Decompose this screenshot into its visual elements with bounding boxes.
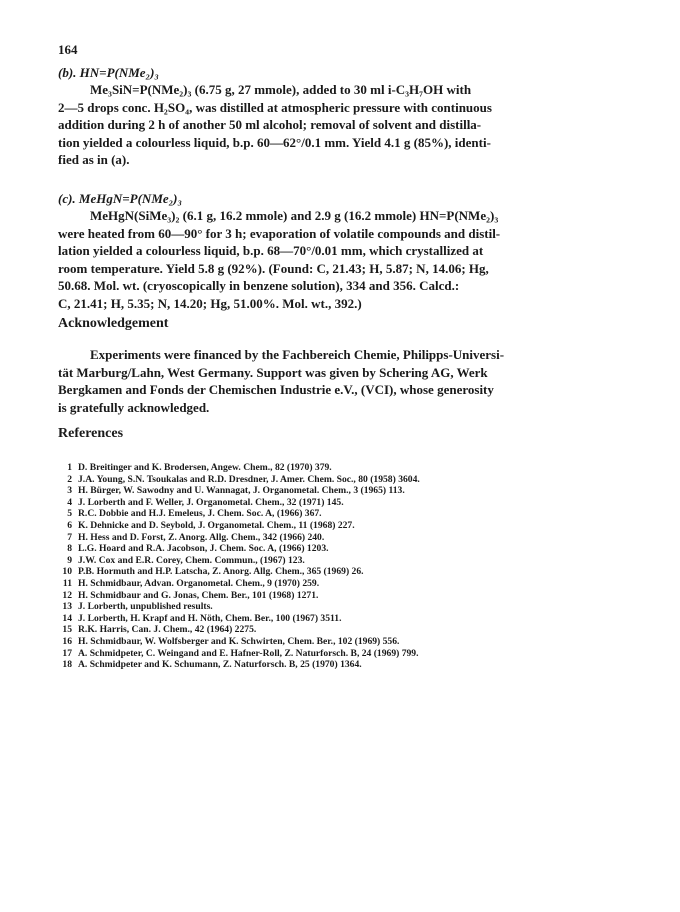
reference-item xyxy=(58,474,420,486)
reference-item xyxy=(58,508,420,520)
reference-text: J. Lorberth, H. Krapf and H. Nöth, Chem. Ber., 100 (1967) 3511. xyxy=(78,612,342,624)
reference-number: 1 xyxy=(67,462,72,473)
reference-item xyxy=(58,624,420,636)
reference-text: H. Hess and D. Forst, Z. Anorg. Allg. Chem., 342 (1966) 240. xyxy=(78,531,325,543)
acknowledgement-heading: Acknowledgement xyxy=(58,316,169,331)
reference-number: 12 xyxy=(62,589,72,601)
reference-number: 10 xyxy=(62,566,72,578)
acknowledgement-body xyxy=(58,346,613,416)
section-c-line: C, 21.41; H, 5.35; N, 14.20; Hg, 51.00%. Mol. wt., 392.) xyxy=(58,295,362,311)
reference-number: 18 xyxy=(62,659,72,671)
reference-number: 7 xyxy=(67,531,72,543)
reference-text: H. Schmidbaur and G. Jonas, Chem. Ber., 101 (1968) 1271. xyxy=(78,589,319,601)
reference-text: J.A. Young, S.N. Tsoukalas and R.D. Dresdner, J. Amer. Chem. Soc., 80 (1958) 3604. xyxy=(78,473,420,485)
reference-number: 13 xyxy=(62,601,72,613)
reference-number: 15 xyxy=(62,624,72,636)
reference-text: R.K. Harris, Can. J. Chem., 42 (1964) 2275. xyxy=(78,624,257,636)
section-c xyxy=(58,190,613,312)
section-b-line: Me₃SiN=P(NMe₂)₃ (6.75 g, 27 mmole), added to 30 ml i-C₃H₇OH with xyxy=(90,82,472,97)
acknowledgement-line: Bergkamen and Fonds der Chemischen Industrie e.V., (VCI), whose generosity xyxy=(58,382,494,397)
reference-text: H. Schmidbaur, W. Wolfsberger and K. Schwirten, Chem. Ber., 102 (1969) 556. xyxy=(78,635,400,647)
acknowledgement-section xyxy=(58,316,613,416)
reference-text: P.B. Hormuth and H.P. Latscha, Z. Anorg. Allg. Chem., 365 (1969) 26. xyxy=(78,566,364,578)
reference-number: 3 xyxy=(67,485,72,497)
reference-number: 8 xyxy=(67,543,72,555)
reference-item xyxy=(58,613,420,625)
section-c-line: 50.68. Mol. wt. (cryoscopically in benzene solution), 334 and 356. Calcd.: xyxy=(58,278,460,293)
section-b-line: 2—5 drops conc. H₂SO₄, was distilled at atmospheric pressure with continuous xyxy=(58,99,492,115)
reference-item xyxy=(58,601,420,613)
page-number: 164 xyxy=(58,42,78,57)
reference-text: K. Dehnicke and D. Seybold, J. Organometal. Chem., 11 (1968) 227. xyxy=(78,519,355,531)
references-heading: References xyxy=(58,426,124,441)
reference-item xyxy=(58,578,420,590)
reference-item xyxy=(58,485,420,497)
section-c-title: (c). MeHgN=P(NMe₂)₃ xyxy=(58,191,183,206)
acknowledgement-line: tät Marburg/Lahn, West Germany. Support was given by Schering AG, Werk xyxy=(58,364,488,380)
reference-number: 17 xyxy=(62,647,72,659)
reference-text: H. Bürger, W. Sawodny and U. Wannagat, J. Organometal. Chem., 3 (1965) 113. xyxy=(78,485,405,497)
section-c-line: MeHgN(SiMe₃)₂ (6.1 g, 16.2 mmole) and 2.9 g (16.2 mmole) HN=P(NMe₂)₃ xyxy=(90,208,499,223)
reference-item xyxy=(58,659,420,671)
section-b-line: tion yielded a colourless liquid, b.p. 60—62°/0.1 mm. Yield 4.1 g (85%), identi- xyxy=(58,134,491,150)
acknowledgement-line: Experiments were financed by the Fachbereich Chemie, Philipps-Universi- xyxy=(90,347,505,362)
reference-item xyxy=(58,648,420,660)
reference-text: R.C. Dobbie and H.J. Emeleus, J. Chem. Soc. A, (1966) 367. xyxy=(78,508,322,520)
reference-number: 6 xyxy=(67,519,72,531)
section-b-title: (b). HN=P(NMe₂)₃ xyxy=(58,65,159,80)
reference-item xyxy=(58,532,420,544)
reference-text: L.G. Hoard and R.A. Jacobson, J. Chem. Soc. A, (1966) 1203. xyxy=(78,543,329,555)
section-c-line: were heated from 60—90° for 3 h; evaporation of volatile compounds and distil- xyxy=(58,225,501,241)
reference-text: A. Schmidpeter, C. Weingand and E. Hafner-Roll, Z. Naturforsch. B, 24 (1969) 799. xyxy=(78,647,419,659)
section-c-line: lation yielded a colourless liquid, b.p. 68—70°/0.01 mm, which crystallized at xyxy=(58,243,484,258)
reference-number: 5 xyxy=(67,508,72,520)
reference-item xyxy=(58,462,420,474)
reference-text: A. Schmidpeter and K. Schumann, Z. Naturforsch. B, 25 (1970) 1364. xyxy=(78,659,362,671)
reference-item xyxy=(58,566,420,578)
reference-item xyxy=(58,520,420,532)
reference-number: 2 xyxy=(67,473,72,485)
section-c-body xyxy=(58,207,613,312)
reference-item xyxy=(58,555,420,567)
section-b-line: addition during 2 h of another 50 ml alcohol; removal of solvent and distilla- xyxy=(58,117,482,132)
references-list xyxy=(58,462,420,671)
reference-number: 11 xyxy=(62,577,72,589)
reference-number: 16 xyxy=(62,635,72,647)
reference-item xyxy=(58,497,420,509)
acknowledgement-line: is gratefully acknowledged. xyxy=(58,399,210,415)
references-section xyxy=(58,426,613,442)
reference-item xyxy=(58,590,420,602)
reference-text: J. Lorberth, unpublished results. xyxy=(78,601,213,613)
reference-text: H. Schmidbaur, Advan. Organometal. Chem., 9 (1970) 259. xyxy=(78,577,320,589)
section-c-line: room temperature. Yield 5.8 g (92%). (Found: C, 21.43; H, 5.87; N, 14.06; Hg, xyxy=(58,260,489,276)
reference-number: 14 xyxy=(62,612,72,624)
section-b-body xyxy=(58,81,613,169)
reference-number: 9 xyxy=(67,554,72,566)
reference-item xyxy=(58,543,420,555)
section-b-line: fied as in (a). xyxy=(58,152,130,167)
reference-text: J.W. Cox and E.R. Corey, Chem. Commun., (1967) 123. xyxy=(78,554,305,566)
reference-text: J. Lorberth and F. Weller, J. Organometal. Chem., 32 (1971) 145. xyxy=(78,496,344,508)
reference-number: 4 xyxy=(67,496,72,508)
reference-text: D. Breitinger and K. Brodersen, Angew. Chem., 82 (1970) 379. xyxy=(78,462,332,473)
reference-item xyxy=(58,636,420,648)
section-b xyxy=(58,64,613,169)
